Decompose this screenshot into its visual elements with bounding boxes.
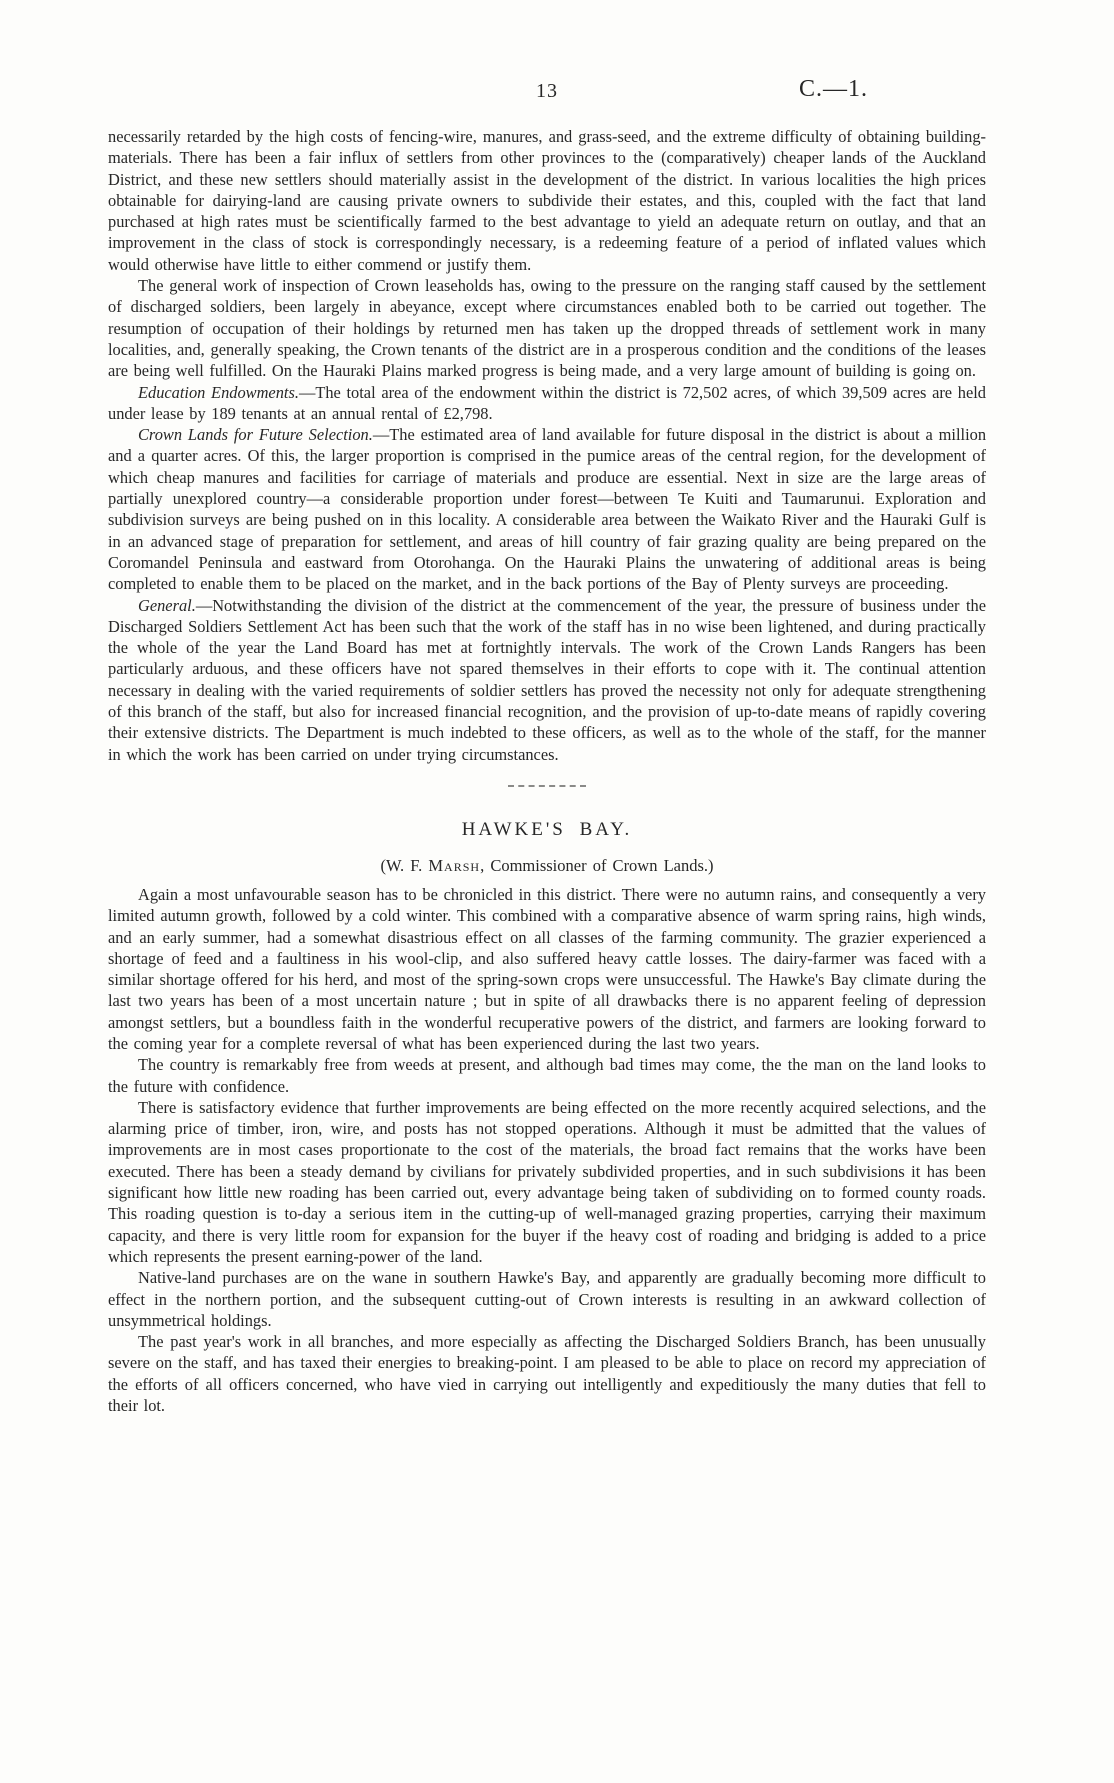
hawkes-bay-section-body xyxy=(108,884,986,1416)
document-reference: C.—1. xyxy=(798,76,868,102)
paragraph-lead-future-selection: Crown Lands for Future Selection. xyxy=(138,425,373,445)
auckland-paragraph-inspection: The general work of inspection of Crown leaseholds has, owing to the pressure on the ranging staff caused by the settlement of discharged soldiers, been largely in abeyance, except where circumstances enabled both to be carried out together. The resumption of occupation of their holdings by returned men has taken up the dropped threads of settlement work in many localities, and, generally speaking, the Crown tenants of the district are in a prosperous condition and the conditions of the leases are being well fulfilled. On the Hauraki Plains marked progress is being made, and a very large amount of building is going on. xyxy=(108,276,986,381)
page-content xyxy=(108,76,987,1416)
section-divider xyxy=(508,785,586,787)
paragraph-text-general: —Notwithstanding the division of the district at the commencement of the year, the pressure of business under the Discharged Soldiers Settlement Act has been such that the work of the staff has in no wise been lightened, and during practically the whole of the year the Land Board has met at fortnightly intervals. The work of the Crown Lands Rangers has been particularly arduous, and these officers have not spared themselves in their efforts to cope with it. The continual attention necessary in dealing with the varied requirements of soldier settlers has proved the necessity not only for adequate strengthening of this branch of the staff, but also for increased financial recognition, and the provision of up-to-date means of rapidly covering their extensive districts. The Department is much indebted to these officers, as well as to the whole of the staff, for the manner in which the work has been carried on under trying circumstances. xyxy=(108,595,986,764)
paragraph-text-education-endowments: —The total area of the endowment within the district is 72,502 acres, of which 39,509 acres are held under lease by 189 tenants at an annual rental of £2,798. xyxy=(108,382,986,423)
hawkes-bay-paragraph-season: Again a most unfavourable season has to be chronicled in this district. There were no autumn rains, and consequently a very limited autumn growth, followed by a cold winter. This combined with a comparative absence of warm spring rains, high winds, and an early summer, had a somewhat disastrious effect on all classes of the farming community. The grazier experienced a shortage of feed and a faultiness in his wool-clip, and also suffered heavy cattle losses. The dairy-farmer was faced with a similar shortage offered for his herd, and most of the spring-sown crops were unsuccessful. The Hawke's Bay climate during the last two years has been of a most uncertain nature ; but in spite of all drawbacks there is no apparent feeling of depression amongst settlers, but a boundless faith in the wonderful recuperative powers of the district, and farmers are looking forward to the coming year for a complete reversal of what has been experienced during the last two years. xyxy=(108,884,986,1053)
page-number: 13 xyxy=(536,80,558,102)
hawkes-bay-paragraph-past-year: The past year's work in all branches, and more especially as affecting the Discharged Soldiers Branch, has been unusually severe on the staff, and has taxed their energies to breaking-point. I am pleased to be able to place on record my appreciation of the efforts of all officers concerned, who have vied in carrying out intelligently and expeditiously the many duties that fell to their lot. xyxy=(108,1332,986,1416)
hawkes-bay-paragraph-weeds: The country is remarkably free from weeds at present, and although bad times may come, the the man on the land looks to the future with confidence. xyxy=(108,1055,986,1096)
section-title-hawkes-bay: HAWKE'S BAY. xyxy=(461,818,633,840)
auckland-paragraph-continuation: necessarily retarded by the high costs of fencing-wire, manures, and grass-seed, and the extreme difficulty of obtaining building-materials. There has been a fair influx of settlers from other provinces to the (comparatively) cheaper lands of the Auckland District, and these new settlers should materially assist in the development of the district. In various localities the high prices obtainable for dairying-land are causing private owners to subdivide their estates, and this, coupled with the fact that land purchased at high rates must be scientifically farmed to the best advantage to yield an adequate return on outlay, and that an improvement in the class of stock is correspondingly necessary, is a redeeming feature of a period of inflated values which would otherwise have little to either commend or justify them. xyxy=(108,127,986,274)
hawkes-bay-paragraph-improvements: There is satisfactory evidence that further improvements are being effected on the more recently acquired selections, and the alarming price of timber, iron, wire, and posts has not stopped operations. Although it must be admitted that the values of improvements are in most cases proportionate to the cost of the materials, the broad fact remains that the works have been executed. There has been a steady demand by civilians for privately subdivided properties, and in such subdivisions it has been significant how little new roading has been carried out, every advantage being taken of subdividing on to formed county roads. This roading question is to-day a serious item in the cutting-up of well-managed grazing properties, carrying their maximum capacity, and there is very little room for expansion for the buyer if the heavy cost of roading and bridging is added to a price which represents the present earning-power of the land. xyxy=(108,1097,986,1266)
auckland-paragraph-education-endowments xyxy=(108,382,986,425)
paragraph-lead-general: General. xyxy=(138,595,196,615)
auckland-paragraph-future-selection xyxy=(108,424,986,594)
page-header xyxy=(108,76,986,114)
byline-commissioner-name: Marsh xyxy=(428,855,481,875)
auckland-section-body xyxy=(108,126,986,765)
auckland-paragraph-general xyxy=(108,595,986,765)
paragraph-lead-education-endowments: Education Endowments. xyxy=(138,382,299,402)
paragraph-text-future-selection: —The estimated area of land available for future disposal in the district is about a million and a quarter acres. Of this, the larger proportion is comprised in the pumice areas of the central region, for the development of which cheap manures and facilities for carriage of materials and produce are essential. Next in size are the large areas of partially unexplored country—a considerable proportion under forest—between Te Kuiti and Taumarunui. Exploration and subdivision surveys are being pushed on in this locality. A considerable area between the Waikato River and the Hauraki Gulf is in an advanced stage of preparation for settlement, and areas of hill country of fair grazing quality are being prepared on the Coromandel Peninsula and eastward from Otorohanga. On the Hauraki Plains the unwatering of additional areas is being completed to enable them to be placed on the market, and in the back portions of the Bay of Plenty surveys are proceeding. xyxy=(108,425,987,594)
byline-suffix: , Commissioner of Crown Lands.) xyxy=(480,855,714,875)
section-byline xyxy=(108,856,986,876)
byline-prefix: (W. F. xyxy=(380,855,429,875)
hawkes-bay-paragraph-native-land: Native-land purchases are on the wane in southern Hawke's Bay, and apparently are gradually becoming more difficult to effect in the northern portion, and the subsequent cutting-out of Crown interests is resulting in an awkward collection of unsymmetrical holdings. xyxy=(108,1268,986,1330)
